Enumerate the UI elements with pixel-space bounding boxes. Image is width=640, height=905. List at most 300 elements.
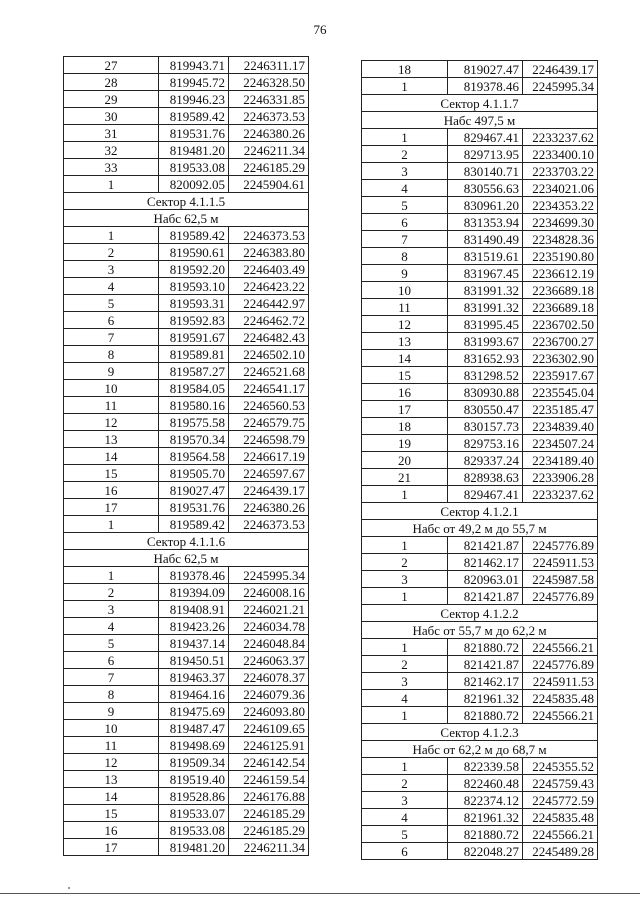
coordinate-y: 2246403.49 [229, 261, 309, 278]
coordinate-x: 820963.01 [448, 571, 523, 588]
coordinate-y: 2245566.21 [523, 639, 598, 656]
coordinate-row [64, 805, 309, 822]
coordinate-x: 819589.42 [159, 108, 229, 125]
coordinate-x: 822374.12 [448, 792, 523, 809]
point-number: 1 [64, 176, 159, 193]
coordinate-y: 2235190.80 [523, 248, 598, 265]
coordinate-row [362, 401, 598, 418]
coordinate-row [362, 265, 598, 282]
coordinate-y: 2245835.48 [523, 809, 598, 826]
coordinate-y: 2245355.52 [523, 758, 598, 775]
point-number: 11 [64, 397, 159, 414]
point-number: 9 [64, 363, 159, 380]
coordinate-x: 831991.32 [448, 282, 523, 299]
point-number: 17 [362, 401, 448, 418]
point-number: 1 [362, 758, 448, 775]
coordinate-row [64, 363, 309, 380]
coordinate-x: 819475.69 [159, 703, 229, 720]
coordinate-x: 831991.32 [448, 299, 523, 316]
point-number: 13 [64, 771, 159, 788]
coordinate-y: 2236302.90 [523, 350, 598, 367]
coordinate-row [64, 261, 309, 278]
coordinate-x: 831490.49 [448, 231, 523, 248]
coordinate-y: 2233703.22 [523, 163, 598, 180]
sector-heading-row [362, 503, 598, 520]
coordinate-y: 2245566.21 [523, 826, 598, 843]
coordinate-y: 2246541.17 [229, 380, 309, 397]
coordinate-y: 2246109.65 [229, 720, 309, 737]
coordinate-row [64, 295, 309, 312]
coordinate-y: 2234699.30 [523, 214, 598, 231]
coordinate-y: 2234507.24 [523, 435, 598, 452]
coordinate-row [362, 231, 598, 248]
coordinate-x: 819027.47 [448, 61, 523, 78]
sector-heading-row [362, 95, 598, 112]
point-number: 3 [362, 673, 448, 690]
coordinate-x: 821880.72 [448, 639, 523, 656]
coordinate-row [64, 737, 309, 754]
coordinate-x: 831995.45 [448, 316, 523, 333]
coordinate-x: 821961.32 [448, 809, 523, 826]
coordinate-row [362, 435, 598, 452]
point-number: 2 [362, 775, 448, 792]
point-number: 16 [64, 822, 159, 839]
point-number: 12 [64, 754, 159, 771]
coordinate-x: 831993.67 [448, 333, 523, 350]
sector-heading: Сектор 4.1.1.7 [362, 95, 598, 112]
point-number: 29 [64, 91, 159, 108]
coordinate-x: 830556.63 [448, 180, 523, 197]
point-number: 5 [362, 197, 448, 214]
coordinate-row [362, 843, 598, 860]
coordinate-row [362, 775, 598, 792]
coordinate-x: 819593.10 [159, 278, 229, 295]
coordinate-row [64, 346, 309, 363]
sector-heading-row [64, 193, 309, 210]
coordinate-y: 2236689.18 [523, 282, 598, 299]
point-number: 1 [362, 129, 448, 146]
coordinate-row [64, 397, 309, 414]
coordinate-x: 819592.83 [159, 312, 229, 329]
coordinate-row [64, 142, 309, 159]
coordinate-row [64, 618, 309, 635]
coordinate-row [362, 418, 598, 435]
coordinate-y: 2246079.36 [229, 686, 309, 703]
coordinate-y: 2246034.78 [229, 618, 309, 635]
point-number: 5 [64, 295, 159, 312]
point-number: 8 [362, 248, 448, 265]
coordinate-y: 2246211.34 [229, 142, 309, 159]
point-number: 3 [362, 163, 448, 180]
coordinate-x: 829467.41 [448, 486, 523, 503]
coordinate-x: 819531.76 [159, 125, 229, 142]
coordinate-y: 2246159.54 [229, 771, 309, 788]
point-number: 2 [362, 656, 448, 673]
coordinate-row [64, 686, 309, 703]
point-number: 21 [362, 469, 448, 486]
point-number: 18 [362, 61, 448, 78]
point-number: 6 [362, 843, 448, 860]
coordinate-row [64, 635, 309, 652]
coordinate-row [64, 584, 309, 601]
coordinate-y: 2236689.18 [523, 299, 598, 316]
coordinate-row [64, 278, 309, 295]
coordinate-x: 819481.20 [159, 839, 229, 856]
coordinate-row [362, 163, 598, 180]
coordinate-y: 2245911.53 [523, 554, 598, 571]
coordinate-y: 2246185.29 [229, 805, 309, 822]
point-number: 16 [64, 482, 159, 499]
coordinate-row [64, 601, 309, 618]
point-number: 4 [64, 618, 159, 635]
coordinate-row [362, 707, 598, 724]
coordinate-row [64, 227, 309, 244]
coordinate-row [362, 78, 598, 95]
point-number: 11 [64, 737, 159, 754]
coordinate-row [64, 312, 309, 329]
coordinate-row [64, 108, 309, 125]
scan-edge-line [0, 893, 640, 894]
coordinate-y: 2246185.29 [229, 159, 309, 176]
coordinate-y: 2245776.89 [523, 588, 598, 605]
coordinate-row [64, 244, 309, 261]
sector-heading: Набс от 49,2 м до 55,7 м [362, 520, 598, 537]
coordinate-x: 821880.72 [448, 707, 523, 724]
sector-heading-row [64, 533, 309, 550]
coordinate-row [362, 452, 598, 469]
coordinate-x: 822339.58 [448, 758, 523, 775]
coordinate-row [64, 176, 309, 193]
sector-heading-row [362, 605, 598, 622]
coordinate-x: 819378.46 [448, 78, 523, 95]
coordinate-y: 2245835.48 [523, 690, 598, 707]
coordinate-x: 821421.87 [448, 537, 523, 554]
point-number: 14 [362, 350, 448, 367]
coordinate-x: 819464.16 [159, 686, 229, 703]
point-number: 1 [362, 486, 448, 503]
coordinate-row [64, 329, 309, 346]
point-number: 2 [64, 244, 159, 261]
coordinate-x: 831298.52 [448, 367, 523, 384]
coordinate-row [362, 146, 598, 163]
coordinate-x: 819378.46 [159, 567, 229, 584]
coordinate-row [362, 758, 598, 775]
coordinate-x: 831652.93 [448, 350, 523, 367]
coordinate-x: 819564.58 [159, 448, 229, 465]
sector-heading: Набс 62,5 м [64, 550, 309, 567]
coordinate-y: 2246328.50 [229, 74, 309, 91]
point-number: 7 [64, 329, 159, 346]
coordinate-x: 819589.42 [159, 227, 229, 244]
coordinate-row [64, 754, 309, 771]
coordinate-x: 819533.07 [159, 805, 229, 822]
point-number: 31 [64, 125, 159, 142]
point-number: 10 [362, 282, 448, 299]
coordinate-x: 822048.27 [448, 843, 523, 860]
coordinate-x: 819533.08 [159, 159, 229, 176]
coordinate-x: 821421.87 [448, 588, 523, 605]
coordinate-y: 2245566.21 [523, 707, 598, 724]
coordinate-x: 819592.20 [159, 261, 229, 278]
point-number: 17 [64, 839, 159, 856]
coordinate-y: 2234353.22 [523, 197, 598, 214]
point-number: 3 [362, 571, 448, 588]
coordinate-row [64, 380, 309, 397]
sector-heading-row [64, 550, 309, 567]
point-number: 2 [64, 584, 159, 601]
coordinate-x: 831967.45 [448, 265, 523, 282]
point-number: 27 [64, 57, 159, 74]
coordinate-row [64, 414, 309, 431]
point-number: 28 [64, 74, 159, 91]
coordinate-row [64, 669, 309, 686]
coordinate-y: 2246617.19 [229, 448, 309, 465]
coordinate-x: 829753.16 [448, 435, 523, 452]
coordinate-x: 819027.47 [159, 482, 229, 499]
coordinate-row [64, 465, 309, 482]
point-number: 20 [362, 452, 448, 469]
coordinate-y: 2234189.40 [523, 452, 598, 469]
coordinate-x: 819587.27 [159, 363, 229, 380]
coordinate-x: 831519.61 [448, 248, 523, 265]
coordinate-x: 819487.47 [159, 720, 229, 737]
coordinate-y: 2246598.79 [229, 431, 309, 448]
sector-heading-row [362, 724, 598, 741]
point-number: 2 [362, 146, 448, 163]
point-number: 7 [362, 231, 448, 248]
point-number: 14 [64, 448, 159, 465]
coordinate-y: 2233400.10 [523, 146, 598, 163]
sector-heading-row [362, 520, 598, 537]
coordinate-y: 2246063.37 [229, 652, 309, 669]
coordinate-row [362, 180, 598, 197]
coordinate-x: 819946.23 [159, 91, 229, 108]
coordinate-row [64, 159, 309, 176]
coordinate-y: 2236702.50 [523, 316, 598, 333]
coordinate-y: 2246380.26 [229, 125, 309, 142]
coordinate-y: 2246423.22 [229, 278, 309, 295]
point-number: 1 [64, 516, 159, 533]
coordinates-table-right [361, 60, 598, 860]
coordinate-y: 2245987.58 [523, 571, 598, 588]
coordinate-row [64, 720, 309, 737]
coordinate-x: 830961.20 [448, 197, 523, 214]
coordinate-row [362, 486, 598, 503]
coordinate-row [64, 703, 309, 720]
coordinate-x: 819575.58 [159, 414, 229, 431]
point-number: 10 [64, 720, 159, 737]
coordinate-y: 2236612.19 [523, 265, 598, 282]
sector-heading: Сектор 4.1.1.6 [64, 533, 309, 550]
point-number: 4 [362, 809, 448, 826]
coordinate-y: 2246373.53 [229, 227, 309, 244]
coordinate-y: 2246579.75 [229, 414, 309, 431]
coordinate-x: 819590.61 [159, 244, 229, 261]
point-number: 12 [362, 316, 448, 333]
point-number: 13 [64, 431, 159, 448]
coordinate-y: 2246185.29 [229, 822, 309, 839]
coordinate-row [362, 571, 598, 588]
coordinate-row [362, 214, 598, 231]
point-number: 33 [64, 159, 159, 176]
sector-heading: Набс 497,5 м [362, 112, 598, 129]
coordinate-row [362, 197, 598, 214]
coordinate-row [64, 516, 309, 533]
coordinate-x: 819533.08 [159, 822, 229, 839]
coordinate-row [362, 333, 598, 350]
coordinate-x: 819580.16 [159, 397, 229, 414]
coordinate-row [362, 384, 598, 401]
point-number: 6 [64, 312, 159, 329]
point-number: 1 [362, 639, 448, 656]
coordinate-x: 820092.05 [159, 176, 229, 193]
coordinate-y: 2246482.43 [229, 329, 309, 346]
coordinate-x: 819481.20 [159, 142, 229, 159]
point-number: 15 [362, 367, 448, 384]
coordinate-x: 819531.76 [159, 499, 229, 516]
coordinate-y: 2245995.34 [229, 567, 309, 584]
coordinate-y: 2235185.47 [523, 401, 598, 418]
coordinate-row [64, 788, 309, 805]
coordinate-x: 819408.91 [159, 601, 229, 618]
coordinate-row [64, 57, 309, 74]
coordinate-row [64, 822, 309, 839]
coordinate-y: 2246176.88 [229, 788, 309, 805]
coordinate-y: 2245772.59 [523, 792, 598, 809]
coordinate-row [362, 809, 598, 826]
coordinate-y: 2246439.17 [229, 482, 309, 499]
coordinate-x: 819450.51 [159, 652, 229, 669]
point-number: 4 [362, 180, 448, 197]
coordinate-x: 830930.88 [448, 384, 523, 401]
point-number: 1 [64, 227, 159, 244]
point-number: 18 [362, 418, 448, 435]
coordinate-x: 830157.73 [448, 418, 523, 435]
point-number: 17 [64, 499, 159, 516]
coordinate-row [362, 61, 598, 78]
coordinate-row [64, 652, 309, 669]
coordinate-y: 2245995.34 [523, 78, 598, 95]
coordinate-x: 829467.41 [448, 129, 523, 146]
point-number: 1 [362, 78, 448, 95]
point-number: 1 [362, 588, 448, 605]
sector-heading: Сектор 4.1.2.1 [362, 503, 598, 520]
coordinate-y: 2245911.53 [523, 673, 598, 690]
coordinate-x: 821462.17 [448, 554, 523, 571]
point-number: 9 [64, 703, 159, 720]
coordinate-y: 2245489.28 [523, 843, 598, 860]
coordinate-row [362, 690, 598, 707]
coordinate-row [362, 469, 598, 486]
coordinate-x: 819423.26 [159, 618, 229, 635]
coordinate-y: 2246439.17 [523, 61, 598, 78]
coordinate-x: 819505.70 [159, 465, 229, 482]
coordinate-row [64, 567, 309, 584]
coordinate-y: 2245759.43 [523, 775, 598, 792]
point-number: 7 [64, 669, 159, 686]
coordinate-row [362, 639, 598, 656]
point-number: 1 [362, 537, 448, 554]
coordinate-y: 2235917.67 [523, 367, 598, 384]
coordinate-row [64, 499, 309, 516]
point-number: 12 [64, 414, 159, 431]
coordinate-row [64, 91, 309, 108]
coordinate-y: 2233906.28 [523, 469, 598, 486]
coordinate-y: 2246211.34 [229, 839, 309, 856]
coordinate-row [362, 673, 598, 690]
point-number: 15 [64, 805, 159, 822]
sector-heading: Набс от 55,7 м до 62,2 м [362, 622, 598, 639]
coordinate-row [362, 588, 598, 605]
coordinate-y: 2233237.62 [523, 486, 598, 503]
coordinate-y: 2233237.62 [523, 129, 598, 146]
sector-heading: Сектор 4.1.1.5 [64, 193, 309, 210]
point-number: 1 [64, 567, 159, 584]
coordinate-row [64, 431, 309, 448]
coordinate-y: 2246383.80 [229, 244, 309, 261]
point-number: 15 [64, 465, 159, 482]
coordinate-y: 2235545.04 [523, 384, 598, 401]
coordinate-x: 821961.32 [448, 690, 523, 707]
coordinate-row [362, 282, 598, 299]
point-number: 3 [362, 792, 448, 809]
point-number: 3 [64, 601, 159, 618]
coordinate-x: 819584.05 [159, 380, 229, 397]
coordinate-x: 819394.09 [159, 584, 229, 601]
coordinate-y: 2246078.37 [229, 669, 309, 686]
point-number: 32 [64, 142, 159, 159]
coordinate-y: 2246021.21 [229, 601, 309, 618]
coordinate-y: 2246521.68 [229, 363, 309, 380]
point-number: 14 [64, 788, 159, 805]
coordinate-row [362, 554, 598, 571]
coordinate-x: 819591.67 [159, 329, 229, 346]
coordinate-x: 819593.31 [159, 295, 229, 312]
point-number: 5 [64, 635, 159, 652]
coordinate-x: 819509.34 [159, 754, 229, 771]
coordinate-y: 2246331.85 [229, 91, 309, 108]
coordinate-x: 830140.71 [448, 163, 523, 180]
coordinate-y: 2234021.06 [523, 180, 598, 197]
coordinate-row [64, 482, 309, 499]
coordinate-y: 2245776.89 [523, 537, 598, 554]
coordinate-row [362, 316, 598, 333]
point-number: 6 [64, 652, 159, 669]
sector-heading: Набс 62,5 м [64, 210, 309, 227]
sector-heading: Сектор 4.1.2.2 [362, 605, 598, 622]
coordinate-y: 2246142.54 [229, 754, 309, 771]
coordinate-x: 819528.86 [159, 788, 229, 805]
coordinate-y: 2245776.89 [523, 656, 598, 673]
coordinate-y: 2246373.53 [229, 516, 309, 533]
coordinate-x: 819943.71 [159, 57, 229, 74]
sector-heading-row [64, 210, 309, 227]
coordinate-x: 829337.24 [448, 452, 523, 469]
coordinate-x: 819589.81 [159, 346, 229, 363]
coordinate-x: 822460.48 [448, 775, 523, 792]
coordinate-row [362, 350, 598, 367]
coordinate-y: 2246380.26 [229, 499, 309, 516]
coordinate-row [362, 299, 598, 316]
coordinate-x: 828938.63 [448, 469, 523, 486]
point-number: 8 [64, 346, 159, 363]
coordinate-x: 819519.40 [159, 771, 229, 788]
coordinate-y: 2246502.10 [229, 346, 309, 363]
coordinate-x: 819945.72 [159, 74, 229, 91]
point-number: 8 [64, 686, 159, 703]
coordinate-row [64, 125, 309, 142]
coordinate-row [362, 656, 598, 673]
